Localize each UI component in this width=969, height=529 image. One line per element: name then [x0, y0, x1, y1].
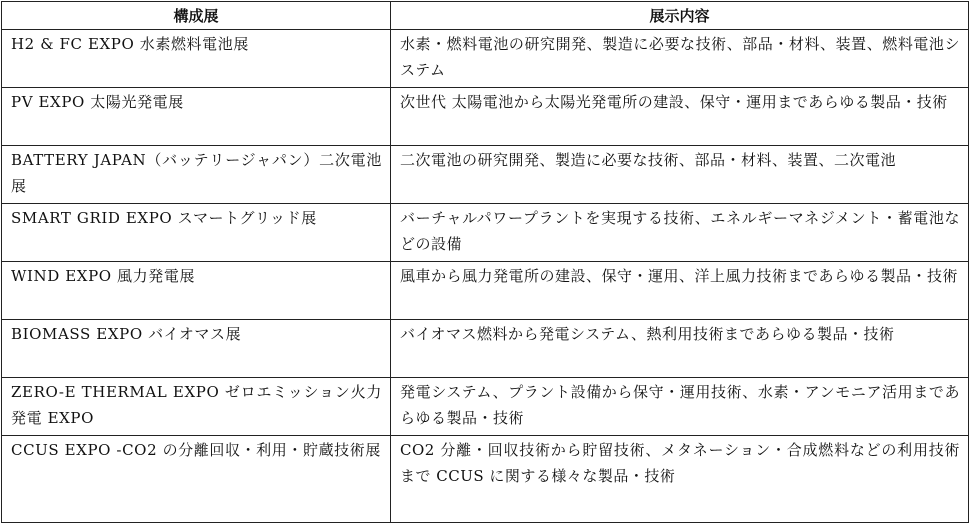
exhibition-name-cell: CCUS EXPO -CO2 の分離回収・利用・貯蔵技術展 [2, 436, 391, 523]
exhibition-name-cell: WIND EXPO 風力発電展 [2, 262, 391, 320]
exhibition-name-cell: ZERO-E THERMAL EXPO ゼロエミッション火力発電 EXPO [2, 378, 391, 436]
table-body [2, 30, 969, 523]
exhibition-content-cell: CO2 分離・回収技術から貯留技術、メタネーション・合成燃料などの利用技術まで CCUS に関する様々な製品・技術 [391, 436, 969, 523]
table-header [2, 2, 969, 30]
column-header-content: 展示内容 [391, 2, 969, 30]
column-header-exhibition: 構成展 [2, 2, 391, 30]
exhibition-content-cell: 水素・燃料電池の研究開発、製造に必要な技術、部品・材料、装置、燃料電池システム [391, 30, 969, 88]
exhibition-content-cell: バーチャルパワープラントを実現する技術、エネルギーマネジメント・蓄電池などの設備 [391, 204, 969, 262]
exhibition-name-cell: BIOMASS EXPO バイオマス展 [2, 320, 391, 378]
exhibition-content-cell: バイオマス燃料から発電システム、熱利用技術まであらゆる製品・技術 [391, 320, 969, 378]
exhibition-table [1, 1, 969, 523]
exhibition-content-cell: 二次電池の研究開発、製造に必要な技術、部品・材料、装置、二次電池 [391, 146, 969, 204]
exhibition-content-cell: 次世代 太陽電池から太陽光発電所の建設、保守・運用まであらゆる製品・技術 [391, 88, 969, 146]
exhibition-content-cell: 風車から風力発電所の建設、保守・運用、洋上風力技術まであらゆる製品・技術 [391, 262, 969, 320]
table-row [2, 378, 969, 436]
table-row [2, 30, 969, 88]
table-row [2, 436, 969, 523]
table-row [2, 320, 969, 378]
table-row [2, 88, 969, 146]
header-row [2, 2, 969, 30]
table-row [2, 262, 969, 320]
exhibition-name-cell: H2 & FC EXPO 水素燃料電池展 [2, 30, 391, 88]
table-row [2, 204, 969, 262]
table-row [2, 146, 969, 204]
exhibition-name-cell: BATTERY JAPAN（バッテリージャパン）二次電池展 [2, 146, 391, 204]
exhibition-name-cell: SMART GRID EXPO スマートグリッド展 [2, 204, 391, 262]
exhibition-name-cell: PV EXPO 太陽光発電展 [2, 88, 391, 146]
exhibition-content-cell: 発電システム、プラント設備から保守・運用技術、水素・アンモニア活用まであらゆる製品・技術 [391, 378, 969, 436]
